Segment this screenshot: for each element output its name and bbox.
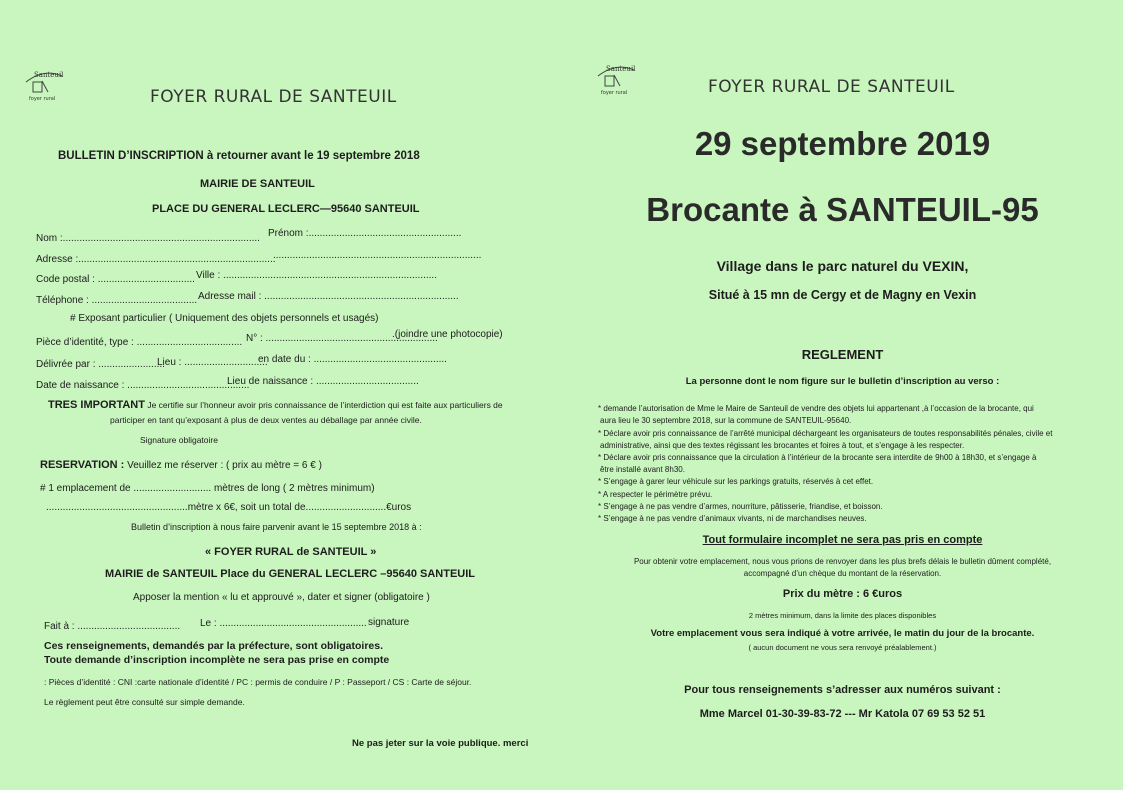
rule-7: * S’engage à ne pas vendre d’animaux vivants, ni de marchandises neuves.: [598, 514, 867, 523]
ne-pas-jeter: Ne pas jeter sur la voie publique. merci: [352, 738, 529, 749]
rule-2a: * Déclare avoir pris connaissance de l’arrêté municipal déchargeant les organisateurs de toutes responsabilités pénales, civile et: [598, 429, 1053, 438]
field-ville[interactable]: Ville : .............................................................................: [196, 270, 437, 281]
personne-line: La personne dont le nom figure sur le bulletin d’inscription au verso :: [685, 376, 1000, 387]
obtenir-line-2: accompagné d’un chèque du montant de la réservation.: [743, 569, 942, 578]
field-telephone[interactable]: Téléphone : ......................................: [36, 295, 198, 306]
field-lieu[interactable]: Lieu : ..............................: [157, 357, 268, 368]
santeuil-logo: [592, 58, 640, 98]
rule-3a: * Déclare avoir pris connaissance que la circulation à l’intérieur de la brocante sera interdite de 9h00 à 18h30, et s’engage à: [598, 453, 1037, 462]
rule-1a: * demande l’autorisation de Mme le Maire de Santeuil de vendre des objets lui appartenant ,à l’occasion de la brocante, qui: [598, 404, 1034, 413]
brocante-page: [562, 0, 1123, 790]
santeuil-logo: [20, 64, 68, 104]
parvenir-note: Bulletin d’inscription à nous faire parvenir avant le 15 septembre 2018 à :: [131, 522, 422, 532]
field-piece[interactable]: Pièce d’identité, type : ......................................: [36, 337, 243, 348]
pieces-note: : Pièces d’identité : CNI :carte nationale d’identité / PC : permis de conduire / P : Passeport / CS : Carte de séjour.: [44, 677, 472, 687]
situe-line: Situé à 15 mn de Cergy et de Magny en Vexin: [708, 288, 977, 302]
field-numero[interactable]: N° : ..............................................................: [246, 333, 438, 344]
rule-6: * S’engage à ne pas vendre d’armes, nourriture, pâtisserie, friandise, et boisson.: [598, 502, 883, 511]
renseignements-line: Pour tous renseignements s’adresser aux numéros suivant :: [684, 684, 1001, 696]
rule-3b: être installé avant 8h30.: [600, 465, 685, 474]
signature-label: signature: [368, 617, 410, 628]
logo-sub: foyer rural: [29, 96, 56, 102]
rule-1b: aura lieu le 30 septembre 2018, sur la commune de SANTEUIL-95640.: [600, 416, 852, 425]
obtenir-line-1: Pour obtenir votre emplacement, nous vous prions de renvoyer dans les plus brefs délais le bulletin dûment complété,: [633, 557, 1052, 566]
event-date: 29 septembre 2019: [694, 125, 991, 162]
reservation-text: Veuillez me réserver : ( prix au mètre = 6 € ): [127, 460, 322, 471]
field-prenom[interactable]: Prénom :.......................................................: [268, 228, 462, 239]
emplacement-indique: Votre emplacement vous sera indiqué à votre arrivée, le matin du jour de la brocante.: [650, 628, 1035, 639]
logo-sub: foyer rural: [601, 90, 628, 96]
field-lieu-naissance[interactable]: Lieu de naissance : .....................................: [227, 376, 419, 387]
field-email[interactable]: Adresse mail : ......................................................................: [198, 291, 459, 302]
important-block: [48, 399, 503, 412]
field-adresse[interactable]: Adresse :.......................................................................: [36, 254, 276, 265]
field-naissance[interactable]: Date de naissance : ............................................: [36, 380, 250, 391]
inscription-page: [0, 0, 561, 790]
field-delivree[interactable]: Délivrée par : ........................: [36, 359, 165, 370]
reglement-note: Le règlement peut être consulté sur simple demande.: [44, 697, 245, 707]
reglement-title: REGLEMENT: [801, 347, 884, 362]
incomplet-warning: Tout formulaire incomplet ne sera pas pris en compte: [702, 534, 983, 546]
prix-metre: Prix du mètre : 6 €uros: [782, 588, 903, 600]
field-adresse2[interactable]: ...........................................................................: [273, 250, 482, 261]
field-le[interactable]: Le : .....................................................: [200, 618, 367, 629]
important-label: TRES IMPORTANT: [48, 399, 145, 411]
photocopie-note: .(joindre une photocopie): [392, 329, 503, 340]
event-title: Brocante à SANTEUIL-95: [646, 191, 1039, 228]
logo-text: Santeuil: [34, 71, 64, 79]
minimum-note: 2 mètres minimum, dans la limite des places disponibles: [748, 611, 937, 620]
field-nom[interactable]: Nom :.......................................................................: [36, 233, 260, 244]
field-emplacement[interactable]: # 1 emplacement de ............................ mètres de long ( 2 mètres minimum): [40, 483, 375, 494]
mairie-address: MAIRIE de SANTEUIL Place du GENERAL LECLERC –95640 SANTEUIL: [105, 568, 476, 580]
foyer-quote: « FOYER RURAL de SANTEUIL »: [205, 546, 377, 558]
field-fait-a[interactable]: Fait à : .....................................: [44, 621, 181, 632]
rule-5: * A respecter le périmètre prévu.: [598, 490, 713, 499]
reservation-block: [40, 459, 322, 472]
incomplete-note: Toute demande d’inscription incomplète ne sera pas prise en compte: [44, 654, 390, 666]
village-line: Village dans le parc naturel du VEXIN,: [716, 258, 969, 274]
org-title: FOYER RURAL DE SANTEUIL: [150, 87, 397, 107]
aucun-document: ( aucun document ne vous sera renvoyé préalablement.): [748, 643, 937, 652]
reservation-label: RESERVATION :: [40, 459, 125, 471]
field-code-postal[interactable]: Code postal : ...................................: [36, 274, 195, 285]
apposer-note: Apposer la mention « lu et approuvé », dater et signer (obligatoire ): [133, 592, 430, 603]
field-total[interactable]: ...................................................mètre x 6€, soit un total de.............................€uros: [46, 502, 412, 513]
important-text-2: participer en tant qu’exposant à plus de deux ventes au déballage par année civile.: [110, 415, 422, 425]
exposant-note: # Exposant particulier ( Uniquement des objets personnels et usagés): [70, 313, 379, 324]
contacts-line: Mme Marcel 01-30-39-83-72 --- Mr Katola 07 69 53 52 51: [699, 708, 986, 720]
bulletin-title: BULLETIN D’INSCRIPTION à retourner avant le 19 septembre 2018: [58, 150, 420, 162]
org-title: FOYER RURAL DE SANTEUIL: [708, 77, 955, 97]
renseignements-note: Ces renseignements, demandés par la préfecture, sont obligatoires.: [44, 640, 384, 652]
logo-text: Santeuil: [606, 65, 636, 73]
important-text: Je certifie sur l’honneur avoir pris connaissance de l’interdiction qui est faite aux particuliers de: [147, 400, 503, 410]
place-heading: PLACE DU GENERAL LECLERC—95640 SANTEUIL: [152, 203, 420, 215]
signature-obligatoire: Signature obligatoire: [140, 435, 218, 445]
rule-4: * S’engage à garer leur véhicule sur les parkings gratuits, réservés à cet effet.: [598, 477, 874, 486]
field-date-du[interactable]: en date du : ................................................: [258, 354, 447, 365]
rule-2b: administrative, ainsi que des textes régissant les brocantes et foires à tout, et s’engage à les respecter.: [600, 441, 965, 450]
mairie-heading: MAIRIE DE SANTEUIL: [200, 178, 315, 190]
